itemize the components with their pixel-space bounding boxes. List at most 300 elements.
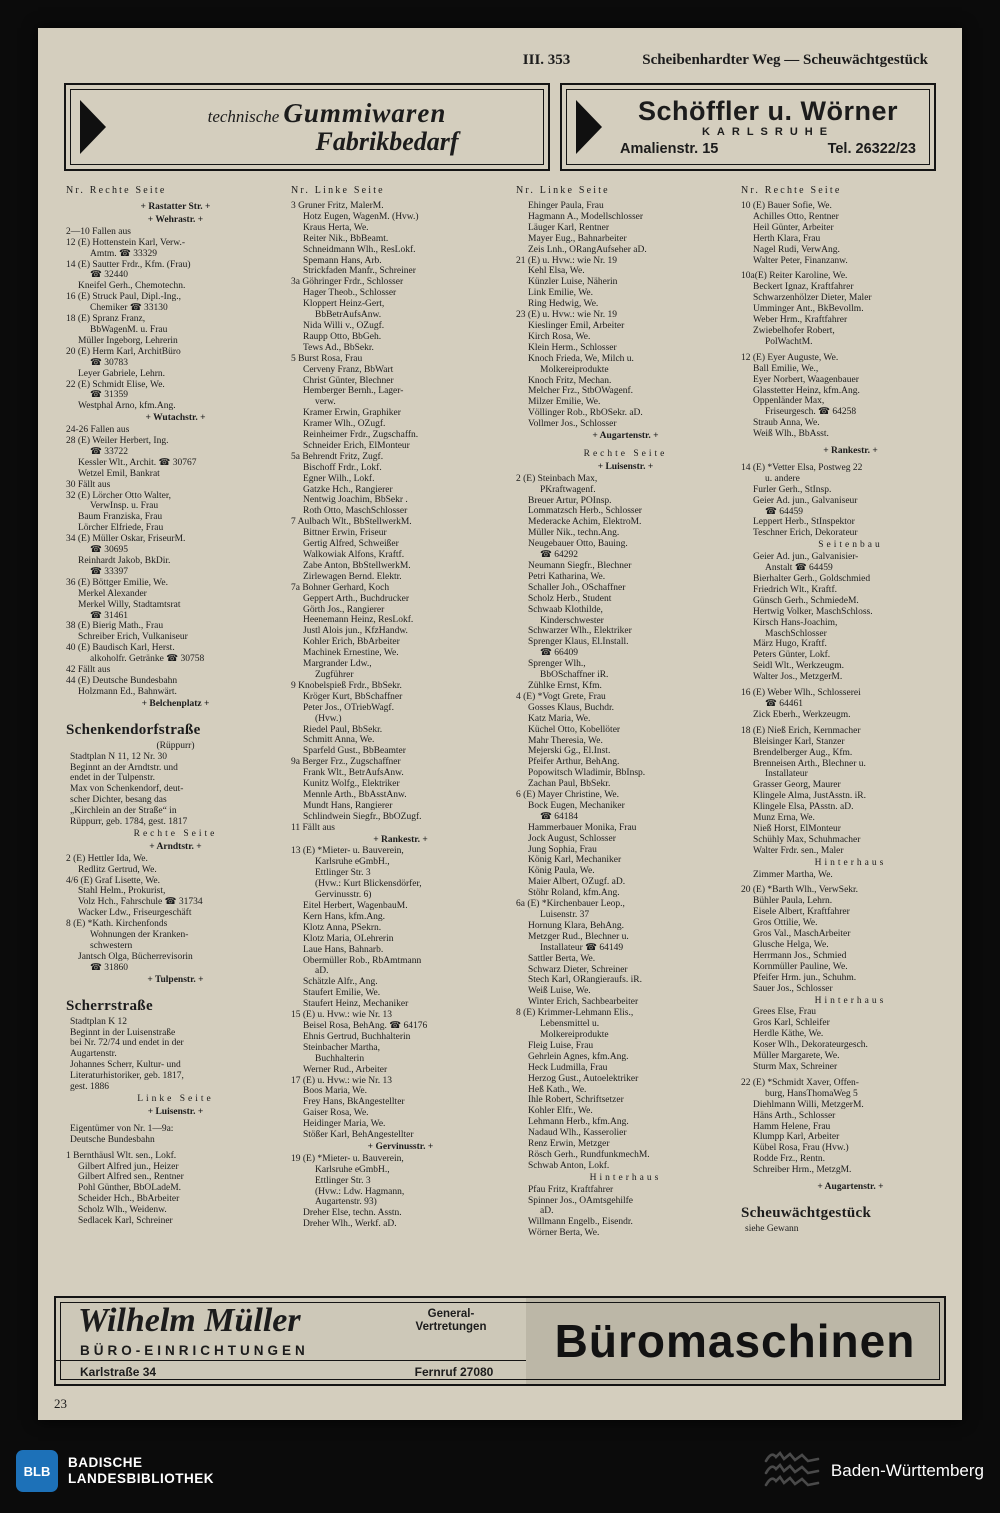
directory-line: Molkereiprodukte	[540, 1029, 609, 1040]
directory-line: ☎ 64459	[765, 506, 803, 517]
directory-line: aD.	[540, 1206, 554, 1217]
directory-line: Küchel Otto, Kobellöter	[528, 724, 621, 735]
ad-general-line1: General-	[427, 1308, 475, 1320]
directory-line: Pfeifer Hrm. jun., Schuhm.	[753, 972, 857, 983]
directory-line: Installateur ☎ 64149	[540, 942, 624, 953]
directory-line: Gatzke Hch., Rangierer	[303, 484, 393, 495]
directory-line: „Kirchlein an der Straße“ in	[70, 806, 177, 817]
ad-word-fabrikbedarf: Fabrikbedarf	[315, 126, 459, 156]
directory-line: Bittner Erwin, Friseur	[303, 528, 387, 539]
directory-line: Bühler Paula, Lehrn.	[753, 896, 833, 907]
antlers-icon	[763, 1450, 821, 1492]
directory-line: Dreher Wlh., Werkf. aD.	[303, 1219, 397, 1230]
directory-line: endet in der Tulpenstr.	[70, 773, 155, 784]
directory-line: Jock August, Schlosser	[528, 833, 616, 844]
directory-line: Herth Klara, Frau	[753, 233, 821, 244]
directory-line: Munz Erna, We.	[753, 813, 815, 824]
directory-line: Literaturhistoriker, geb. 1817,	[70, 1071, 184, 1082]
directory-line: Kloppert Heinz-Gert,	[303, 299, 385, 310]
directory-line: Egner Wilh., Lokf.	[303, 473, 375, 484]
directory-line: Neugebauer Otto, Bauing.	[528, 539, 628, 550]
directory-line: Luisenstr. 37	[540, 910, 590, 920]
directory-line: Walter Jos., MetzgerM.	[753, 672, 843, 683]
directory-line: Klotz Anna, PSekrn.	[303, 922, 382, 933]
directory-line: Beginnt in der Luisenstraße	[70, 1027, 176, 1038]
directory-line: Merkel Alexander	[78, 588, 147, 599]
directory-line: Teschner Erich, Dekorateur	[753, 528, 858, 539]
directory-line: Glusche Helga, We.	[753, 940, 829, 950]
directory-line: Müller Margarete, We.	[753, 1051, 840, 1062]
directory-line: 15 (E) u. Hvw.: wie Nr. 13	[291, 1010, 392, 1021]
directory-line: Stöhr Roland, kfm.Ang.	[528, 888, 620, 899]
directory-line: Gehrlein Agnes, kfm.Ang.	[528, 1051, 629, 1062]
directory-line: Nentwig Joachim, BbSekr .	[303, 495, 408, 506]
directory-line: 6 (E) Mayer Christine, We.	[516, 790, 620, 801]
directory-line: Buchhalterin	[315, 1053, 365, 1064]
directory-line: Klingele Alma, JustAsstn. iR.	[753, 791, 866, 802]
directory-line: 18 (E) Spranz Franz,	[66, 314, 146, 325]
directory-line: Sprenger Wlh.,	[528, 659, 586, 670]
ad-general-vertretungen	[376, 1298, 526, 1360]
directory-line: Machinek Ernestine, We.	[303, 648, 399, 659]
directory-line: Gervinusstr. 6)	[315, 890, 372, 901]
directory-line: 10a(E) Reiter Karoline, We.	[741, 271, 848, 282]
directory-line: Tews Ad., BbSekr.	[303, 342, 374, 353]
directory-line: BbOSchaffner iR.	[540, 670, 609, 681]
directory-line: Hamm Helene, Frau	[753, 1121, 831, 1132]
section-subheading: Rechte Seite	[583, 448, 668, 459]
directory-line: ☎ 31860	[90, 962, 128, 973]
directory-line: Beginnt an der Arndtstr. und	[70, 762, 178, 773]
directory-line: Kehl Elsa, We.	[528, 266, 585, 277]
column-header: Nr. Rechte Seite	[66, 185, 167, 196]
directory-line: Redlitz Gertrud, We.	[78, 864, 157, 875]
section-subheading: Hinterhaus	[814, 995, 887, 1006]
directory-line: Zabe Anton, BbStellwerkM.	[303, 560, 411, 571]
directory-line: schwestern	[90, 941, 133, 951]
directory-line: Gosses Klaus, Buchdr.	[528, 702, 615, 713]
directory-line: Schaller Joh., OSchaffner	[528, 582, 626, 593]
street-heading: Scherrstraße	[66, 997, 153, 1014]
directory-line: ☎ 33722	[90, 446, 128, 457]
directory-line: Bock Eugen, Mechaniker	[528, 800, 625, 811]
directory-line: Nagel Rudi, VerwAng.	[753, 244, 840, 255]
directory-line: Deutsche Bundesbahn	[70, 1134, 155, 1145]
directory-line: Lebensmittel u.	[540, 1019, 600, 1030]
page-title: Scheibenhardter Weg — Scheuwächtgestück	[642, 52, 928, 68]
directory-line: Gros Val., MaschArbeiter	[753, 929, 851, 940]
directory-line: Klotz Maria, OLehrerin	[303, 933, 394, 944]
directory-line: Ring Hedwig, We.	[528, 299, 599, 310]
ad-gummiwaren-text	[120, 98, 534, 157]
directory-line: Peter Jos., OTriebWagf.	[303, 702, 394, 713]
street-marker: + Augartenstr. +	[592, 431, 659, 442]
directory-line: ☎ 31461	[90, 610, 128, 621]
directory-line: Justl Alois jun., KfzHandw.	[303, 626, 408, 637]
directory-line: Spinner Jos., OAmtsgehilfe	[528, 1195, 634, 1206]
directory-line: ☎ 30695	[90, 545, 128, 556]
directory-line: Leyer Gabriele, Lehrn.	[78, 368, 166, 379]
directory-line: König Paula, We.	[528, 866, 595, 877]
directory-line: Herzog Gust., Autoelektriker	[528, 1073, 639, 1084]
directory-line: Kübel Rosa, Frau (Hvw.)	[753, 1143, 849, 1154]
directory-line: Installateur	[765, 769, 808, 780]
directory-line: 34 (E) Müller Oskar, FriseurM.	[66, 534, 186, 545]
directory-line: Kieslinger Emil, Arbeiter	[528, 320, 625, 331]
directory-line: Stößer Karl, BehAngestellter	[303, 1130, 414, 1141]
directory-line: bei Nr. 72/74 und endet in der	[70, 1038, 184, 1049]
directory-line: Augartenstr.	[70, 1049, 117, 1060]
directory-line: Gilbert Alfred sen., Rentner	[78, 1172, 184, 1183]
directory-line: Kramer Wlh., OZugf.	[303, 419, 386, 430]
directory-line: 20 (E) *Barth Wlh., VerwSekr.	[741, 885, 859, 896]
directory-line: Mayer Eug., Bahnarbeiter	[528, 233, 627, 244]
directory-line: Stech Karl, ORangieraufs. iR.	[528, 975, 642, 986]
ad-brand-wilhelm-mueller: Wilhelm Müller	[78, 1302, 301, 1339]
directory-line: Geier Ad. jun., Galvaniseur	[753, 495, 858, 506]
directory-line: Link Emilie, We.	[528, 288, 594, 299]
blb-library-line1: BADISCHE	[68, 1455, 143, 1470]
directory-line: Roth Otto, MaschSchlosser	[303, 506, 408, 517]
ad-company-address: Amalienstr. 15	[620, 141, 719, 157]
directory-line: Müller Ingeborg, Lehrerin	[78, 335, 178, 346]
directory-line: 28 (E) Weiler Herbert, Ing.	[66, 436, 169, 447]
blb-library-line2: LANDESBIBLIOTHEK	[68, 1471, 214, 1486]
directory-line: Raupp Otto, BbGeh.	[303, 331, 382, 342]
blb-branding	[16, 1450, 214, 1492]
directory-line: (Hvw.: Ldw. Hagmann,	[315, 1186, 405, 1197]
directory-line: Schlindwein Siegfr., BbOZugf.	[303, 811, 422, 822]
directory-line: Neumann Siegfr., Blechner	[528, 561, 632, 571]
directory-line: (Hvw.: Kurt Blickensdörfer,	[315, 879, 422, 890]
directory-line: Zeis Lnh., ORangAufseher aD.	[528, 244, 647, 255]
directory-line: Jung Sophia, Frau	[528, 844, 597, 855]
ad-gummiwaren	[64, 83, 550, 171]
directory-line: Weiß Luise, We.	[528, 986, 591, 997]
directory-line: 9a Berger Frz., Zugschaffner	[291, 757, 401, 768]
directory-line: 22 (E) *Schmidt Xaver, Offen-	[741, 1077, 859, 1088]
street-marker: + Belchenplatz +	[141, 698, 210, 709]
directory-line: 16 (E) Weber Wlh., Schlosserei	[741, 688, 861, 699]
directory-line: Rösch Gerh., RundfunkmechM.	[528, 1149, 650, 1160]
directory-line: Staufert Heinz, Mechaniker	[303, 999, 409, 1010]
directory-line: Leppert Herb., StInspektor	[753, 517, 855, 528]
street-marker: + Tulpenstr. +	[147, 974, 204, 985]
directory-line: 9 Knobelspieß Frdr., BbSekr.	[291, 680, 402, 691]
directory-line: Seidl Wlt., Werkzeugm.	[753, 661, 844, 672]
directory-line: Klingele Elsa, PAsstn. aD.	[753, 802, 854, 813]
directory-line: Günsch Gerh., SchmiedeM.	[753, 595, 859, 606]
directory-line: 32 (E) Lörcher Otto Walter,	[66, 490, 171, 501]
directory-line: Koser Wlh., Dekorateurgesch.	[753, 1040, 868, 1051]
directory-line: Zugführer	[315, 669, 354, 680]
directory-line: Scholz Wlh., Weidenw.	[78, 1205, 167, 1216]
directory-column-1	[66, 185, 285, 1239]
column-header: Nr. Linke Seite	[291, 185, 385, 196]
street-marker: + Augartenstr. +	[817, 1182, 884, 1193]
directory-line: Frey Hans, BkAngestellter	[303, 1097, 405, 1108]
directory-line: (Hvw.)	[315, 713, 342, 724]
directory-line: 17 (E) u. Hvw.: wie Nr. 13	[291, 1075, 392, 1086]
directory-line: ☎ 33397	[90, 566, 128, 577]
directory-line: 3 Gruner Fritz, MalerM.	[291, 201, 384, 211]
directory-line: Baum Franziska, Frau	[78, 512, 163, 523]
directory-line: Friseurgesch. ☎ 64258	[765, 407, 857, 418]
directory-line: MaschSchlosser	[765, 628, 827, 639]
directory-line: Obermüller Rob., RbAmtmann	[303, 955, 422, 966]
directory-line: Boos Maria, We.	[303, 1086, 367, 1097]
directory-line: 24-26 Fallen aus	[66, 425, 130, 436]
directory-line: 42 Fällt aus	[66, 665, 111, 676]
directory-line: Kern Hans, kfm.Ang.	[303, 911, 386, 922]
street-marker: + Rastatter Str. +	[140, 202, 211, 212]
directory-line: Reinhardt Jakob, BkDir.	[78, 556, 171, 566]
directory-line: König Karl, Mechaniker	[528, 855, 622, 866]
ad-company-name: Schöffler u. Wörner	[638, 96, 899, 126]
directory-line: Geier Ad. jun., Galvanisier-	[753, 552, 859, 563]
directory-line: Hemberger Bernh., Lager-	[303, 386, 404, 397]
directory-line: Christ Günter, Blechner	[303, 375, 394, 386]
directory-line: Peters Günter, Lokf.	[753, 650, 831, 661]
directory-line: Holzmann Ed., Bahnwärt.	[78, 686, 177, 697]
ad-word-gummiwaren: Gummiwaren	[283, 97, 447, 128]
directory-line: 11 Fällt aus	[291, 822, 335, 833]
directory-line: BbBetrAufsAnw.	[315, 310, 382, 321]
directory-line: Chemiker ☎ 33130	[90, 303, 168, 314]
directory-line: Reinheimer Frdr., Zugschaffn.	[303, 430, 419, 441]
directory-line: 2 (E) Hettler Ida, We.	[66, 853, 148, 864]
directory-line: Westphal Arno, kfm.Ang.	[78, 401, 176, 412]
directory-line: 36 (E) Böttger Emilie, We.	[66, 577, 168, 588]
directory-line: Zimmer Martha, We.	[753, 869, 833, 880]
directory-line: 30 Fällt aus	[66, 479, 111, 490]
directory-line: ☎ 30783	[90, 357, 128, 368]
directory-line: Heß Kath., We.	[528, 1084, 587, 1095]
directory-line: 21 (E) u. Hvw.: wie Nr. 19	[516, 255, 617, 266]
street-heading: Schenkendorfstraße	[66, 721, 201, 738]
directory-line: Schwarzenhölzer Dieter, Maler	[753, 293, 872, 304]
directory-line: Weber Hrm., Kraftfahrer	[753, 315, 848, 326]
directory-line: Schmitt Anna, We.	[303, 735, 375, 746]
directory-line: Reiter Nik., BbBeamt.	[303, 233, 389, 244]
directory-line: Winter Erich, Sachbearbeiter	[528, 997, 639, 1008]
directory-line: Sparfeld Gust., BbBeamter	[303, 746, 406, 757]
directory-line: (Rüppurr)	[156, 740, 195, 751]
directory-line: Heidinger Maria, We.	[303, 1119, 386, 1130]
directory-line: 23 (E) u. Hvw.: wie Nr. 19	[516, 310, 617, 321]
ad-product-name: Büromaschinen	[554, 1315, 916, 1367]
directory-line: Dreher Else, techn. Asstn.	[303, 1208, 402, 1219]
directory-line: 4/6 (E) Graf Lisette, We.	[66, 875, 161, 886]
blb-library-name	[68, 1455, 214, 1487]
directory-line: Max von Schenkendorf, deut-	[70, 784, 184, 795]
directory-line: Schneider Erich, ElMonteur	[303, 440, 410, 451]
library-footer	[0, 1429, 1000, 1513]
directory-line: Wörner Berta, We.	[528, 1228, 600, 1239]
directory-line: Mahr Theresia, We.	[528, 735, 603, 746]
directory-line: Achilles Otto, Rentner	[753, 211, 839, 222]
arrow-right-icon	[80, 100, 106, 154]
directory-line: Gros Ottilie, We.	[753, 918, 818, 929]
directory-line: PKraftwagenf.	[540, 484, 596, 495]
directory-line: 38 (E) Bierig Math., Frau	[66, 621, 164, 632]
directory-line: Glasstetter Heinz, kfm.Ang.	[753, 385, 860, 396]
directory-line: BbWagenM. u. Frau	[90, 324, 168, 335]
directory-line: Metzger Rud., Blechner u.	[528, 931, 629, 942]
directory-line: Läuger Karl, Rentner	[528, 222, 609, 233]
page-ref: III. 353	[522, 52, 571, 68]
directory-line: Sedlacek Karl, Schreiner	[78, 1216, 173, 1227]
directory-line: Zühlke Ernst, Kfm.	[528, 680, 602, 691]
directory-line: Molkereiprodukte	[540, 364, 609, 375]
directory-line: 14 (E) *Vetter Elsa, Postweg 22	[741, 462, 863, 473]
directory-column-2	[291, 185, 510, 1239]
directory-line: 20 (E) Herm Karl, ArchitBüro	[66, 346, 181, 357]
directory-line: Hotz Eugen, WagenM. (Hvw.)	[303, 211, 419, 222]
directory-line: Kröger Kurt, BbSchaffner	[303, 691, 403, 702]
state-name: Baden-Württemberg	[830, 1461, 984, 1480]
directory-line: Pohl Günther, BbOLadeM.	[78, 1183, 182, 1194]
directory-line: Milzer Emilie, We.	[528, 397, 601, 408]
directory-line: Staufert Emilie, We.	[303, 988, 381, 999]
directory-line: Kohler Erich, BbArbeiter	[303, 637, 400, 648]
directory-line: Herdle Käthe, We.	[753, 1029, 824, 1040]
directory-line: Görth Jos., Rangierer	[303, 604, 385, 615]
directory-line: 13 (E) *Mieter- u. Bauverein,	[291, 846, 404, 857]
directory-line: Sattler Berta, We.	[528, 953, 596, 964]
directory-line: Hornung Klara, BehAng.	[528, 920, 625, 931]
directory-line: Kornmüller Pauline, We.	[753, 961, 848, 972]
directory-line: Walkowiak Alfons, Kraftf.	[303, 550, 405, 560]
directory-line: Stahl Helm., Prokurist,	[78, 886, 166, 897]
ad-product-band	[526, 1298, 944, 1384]
directory-line: Schwaab Klothilde,	[528, 604, 603, 615]
directory-line: Vollmer Jos., Schlosser	[528, 419, 617, 430]
directory-line: 44 (E) Deutsche Bundesbahn	[66, 675, 178, 686]
directory-line: Eyer Norbert, Waagenbauer	[753, 374, 859, 385]
directory-line: Willmann Engelb., Eisendr.	[528, 1217, 633, 1228]
directory-line: Stadtplan K 12	[70, 1016, 127, 1027]
directory-line: Steinbacher Martha,	[303, 1042, 381, 1053]
directory-line: Spemann Hans, Arb.	[303, 255, 382, 266]
directory-line: Hagmann A., Modellschlosser	[528, 211, 644, 222]
directory-line: Hammerbauer Monika, Frau	[528, 822, 637, 833]
directory-line: Wetzel Emil, Bankrat	[78, 468, 160, 479]
directory-line: Bischoff Frdr., Lokf.	[303, 462, 382, 473]
directory-line: 8 (E) Krimmer-Lehmann Elis.,	[516, 1008, 634, 1019]
directory-line: Johannes Scherr, Kultur- und	[70, 1060, 181, 1071]
directory-line: Schwab Anton, Lokf.	[528, 1160, 610, 1171]
blb-logo-icon: BLB	[16, 1450, 58, 1492]
page-number: 23	[54, 1396, 67, 1411]
directory-line: Schreiber Hrm., MetzgM.	[753, 1165, 852, 1176]
directory-line: siehe Gewann	[745, 1223, 799, 1234]
directory-line: ☎ 64292	[540, 550, 578, 561]
directory-line: 6a (E) *Kirchenbauer Leop.,	[516, 899, 625, 910]
directory-line: Nieß Horst, ElMonteur	[753, 823, 841, 834]
directory-line: Merkel Willy, Stadtamtsrat	[78, 599, 181, 610]
directory-line: Pfeifer Arthur, BehAng.	[528, 757, 620, 768]
directory-line: Kirsch Hans-Joachim,	[753, 617, 838, 628]
directory-line: Grees Else, Frau	[753, 1007, 817, 1018]
directory-line: Mejerski Gg., El.Inst.	[528, 746, 611, 757]
directory-line: Eisele Albert, Kraftfahrer	[753, 907, 850, 918]
directory-line: Schwarz Dieter, Schreiner	[528, 964, 628, 975]
directory-line: Knoch Fritz, Mechan.	[528, 375, 612, 386]
ad-company-city: KARLSRUHE	[701, 126, 835, 138]
directory-line: scher Dichter, besang das	[70, 795, 167, 806]
directory-line: 2 (E) Steinbach Max,	[516, 473, 598, 484]
directory-line: Margrander Ldw.,	[303, 659, 372, 670]
directory-line: Schneidmann Wlh., ResLokf.	[303, 244, 416, 255]
directory-line: Hager Theob., Schlosser	[303, 288, 397, 299]
directory-line: 4 (E) *Vogt Grete, Frau	[516, 691, 606, 702]
directory-line: Ettlinger Str. 3	[315, 868, 371, 879]
directory-line: ☎ 64461	[765, 698, 803, 709]
ad-street: Karlstraße 34	[56, 1360, 376, 1384]
directory-line: Laue Hans, Bahnarb.	[303, 944, 384, 955]
directory-line: 16 (E) Struck Paul, Dipl.-Ing.,	[66, 292, 182, 303]
street-marker: + Wutachstr. +	[145, 413, 206, 424]
section-subheading: Rechte Seite	[133, 828, 218, 839]
directory-line: Umminger Ant., BkBevollm.	[753, 304, 864, 315]
directory-line: 5 Burst Rosa, Frau	[291, 353, 363, 364]
directory-line: Heil Günter, Arbeiter	[753, 222, 834, 233]
directory-line: 12 (E) Hottenstein Karl, Verw.-	[66, 237, 185, 248]
directory-line: Grasser Georg, Maurer	[753, 780, 841, 791]
directory-line: aD.	[315, 966, 329, 977]
column-header: Nr. Rechte Seite	[741, 185, 842, 196]
directory-line: ☎ 64184	[540, 811, 578, 822]
column-header: Nr. Linke Seite	[516, 185, 610, 196]
directory-line: Häns Arth., Schlosser	[753, 1110, 836, 1121]
directory-line: Ettlinger Str. 3	[315, 1175, 371, 1186]
directory-line: u. andere	[765, 473, 800, 484]
ad-company-phone: Tel. 26322/23	[827, 141, 916, 157]
directory-line: Jantsch Olga, Bücherrevisorin	[78, 951, 193, 962]
street-marker: + Luisenstr. +	[147, 1106, 204, 1117]
directory-line: 10 (E) Bauer Sofie, We.	[741, 201, 832, 211]
directory-line: Zwiebelhofer Robert,	[753, 325, 835, 336]
ad-word-technische: technische	[207, 106, 280, 126]
directory-line: Petri Katharina, We.	[528, 571, 606, 582]
directory-line: PolWachtM.	[765, 336, 813, 347]
directory-line: Ehnis Gertrud, Buchhalterin	[303, 1031, 411, 1042]
directory-line: Gertig Alfred, Schweißer	[303, 539, 399, 550]
directory-line: Brenneisen Arth., Blechner u.	[753, 758, 866, 769]
directory-line: Hertwig Volker, MaschSchloss.	[753, 606, 873, 617]
directory-line: gest. 1886	[70, 1082, 110, 1093]
directory-line: Zachan Paul, BbSekr.	[528, 779, 611, 790]
directory-line: Anstalt ☎ 64459	[765, 563, 833, 574]
ad-division: BÜRO-EINRICHTUNGEN	[80, 1343, 309, 1358]
directory-line: verw.	[315, 397, 336, 408]
directory-line: Strickfaden Manfr., Schreiner	[303, 266, 416, 277]
directory-line: Walter Peter, Finanzanw.	[753, 255, 848, 266]
directory-line: 14 (E) Sautter Frdr., Kfm. (Frau)	[66, 259, 191, 270]
street-marker: + Rankestr. +	[823, 446, 878, 457]
directory-line: Furler Gerh., StInsp.	[753, 484, 832, 495]
directory-line: Brendelberger Aug., Kfm.	[753, 747, 853, 758]
directory-line: Herrmann Jos., Schmied	[753, 950, 847, 961]
directory-line: 7 Aulbach Wlt., BbStellwerkM.	[291, 517, 412, 528]
top-ad-row	[64, 83, 936, 171]
directory-line: ☎ 66409	[540, 648, 578, 659]
directory-line: Rodde Frz., Rentn.	[753, 1154, 826, 1165]
directory-line: burg, HansThomaWeg 5	[765, 1088, 858, 1099]
directory-line: Klein Herm., Schlosser	[528, 342, 617, 353]
directory-line: Ihle Robert, Schriftsetzer	[528, 1095, 624, 1106]
